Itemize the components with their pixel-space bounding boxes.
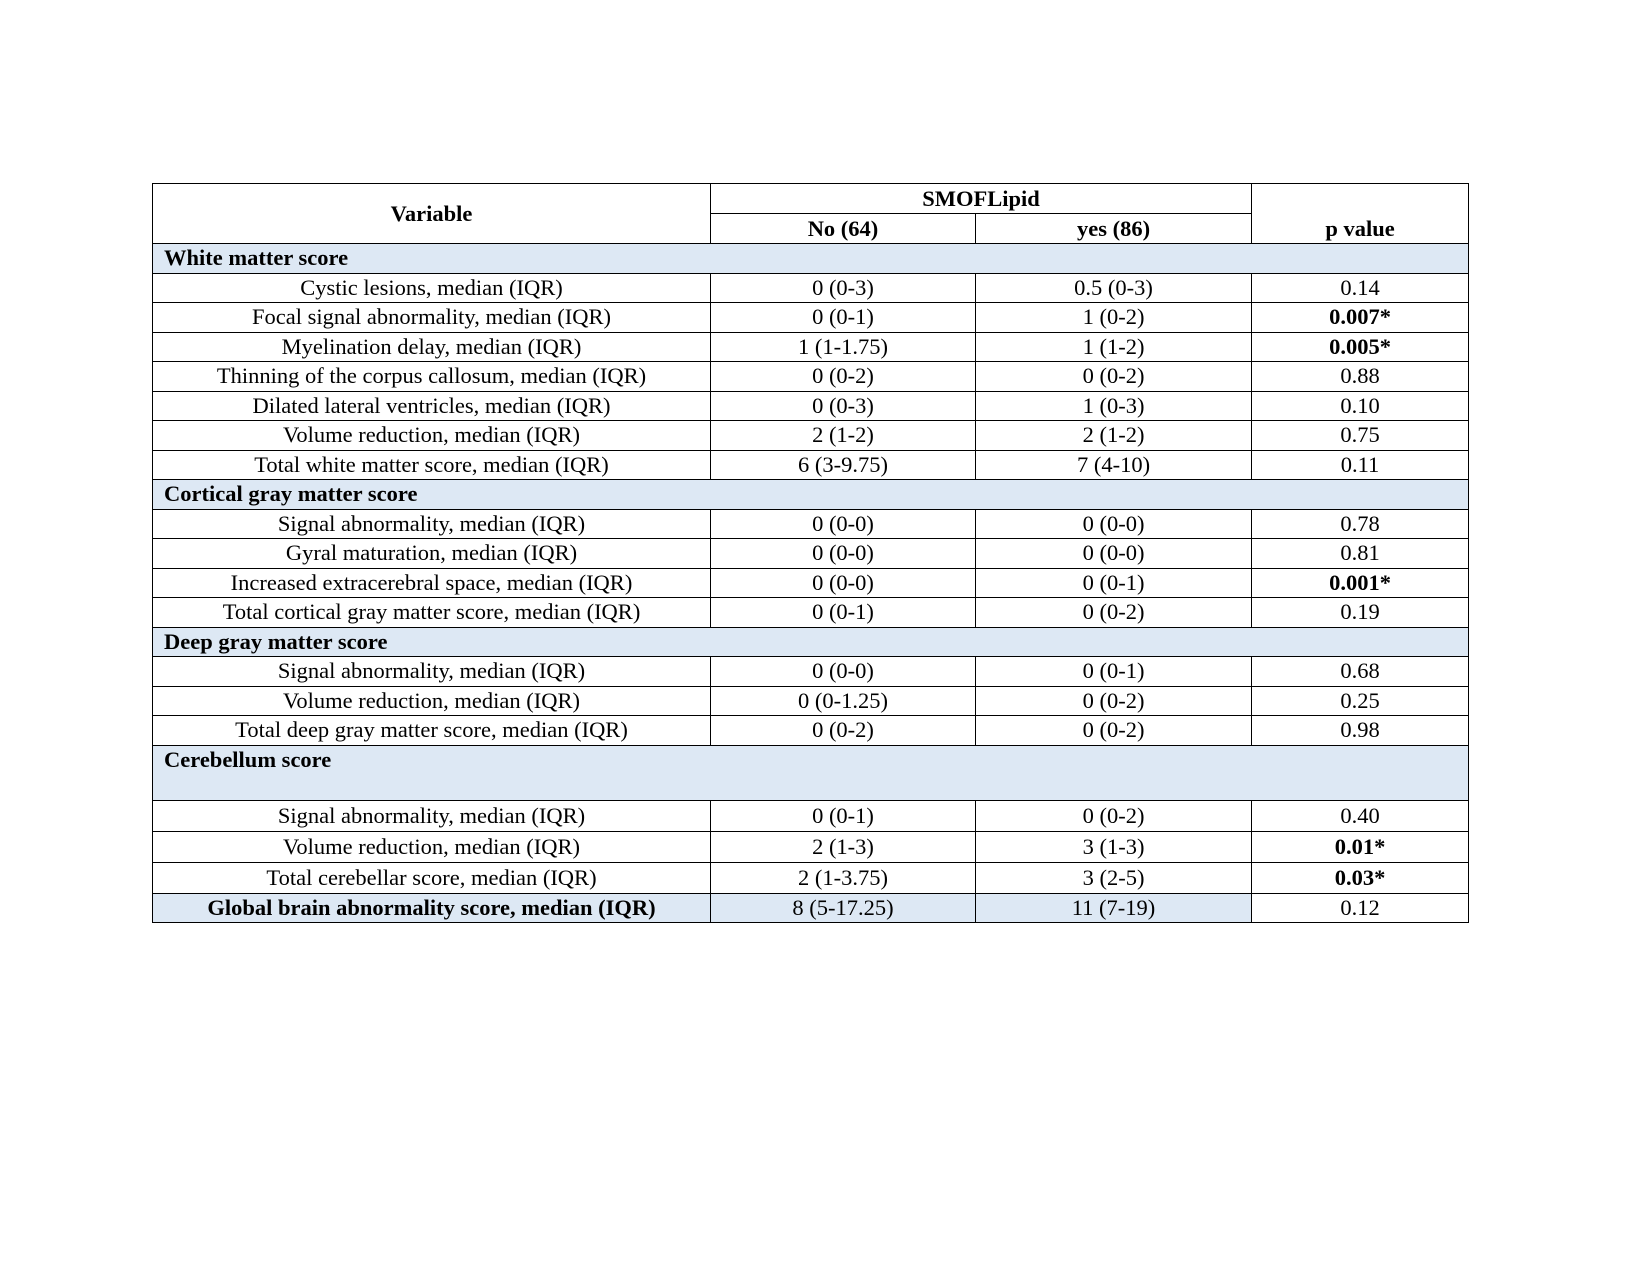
cell-yes: 0.5 (0-3)	[976, 273, 1252, 303]
cell-yes: 0 (0-2)	[976, 362, 1252, 392]
cell-yes: 0 (0-2)	[976, 598, 1252, 628]
cell-variable: Total deep gray matter score, median (IQR)	[153, 716, 711, 746]
cell-variable: Thinning of the corpus callosum, median (IQR)	[153, 362, 711, 392]
cell-p-value: 0.001*	[1252, 568, 1469, 598]
cell-p-value: 0.88	[1252, 362, 1469, 392]
cell-no: 0 (0-0)	[711, 509, 976, 539]
cell-p-value: 0.10	[1252, 391, 1469, 421]
cell-yes: 7 (4-10)	[976, 450, 1252, 480]
cell-yes: 1 (0-3)	[976, 391, 1252, 421]
section-title: White matter score	[153, 244, 1469, 274]
cell-p-value: 0.40	[1252, 800, 1469, 831]
header-variable: Variable	[153, 184, 711, 244]
cell-no: 0 (0-0)	[711, 568, 976, 598]
cell-variable: Gyral maturation, median (IQR)	[153, 539, 711, 569]
table-row	[153, 450, 1469, 480]
cell-p-value: 0.98	[1252, 716, 1469, 746]
cell-yes: 0 (0-0)	[976, 539, 1252, 569]
cell-p-value: 0.01*	[1252, 831, 1469, 862]
cell-p-value: 0.12	[1252, 893, 1469, 923]
table-row	[153, 303, 1469, 333]
cell-no: 0 (0-0)	[711, 539, 976, 569]
section-row	[153, 480, 1469, 510]
cell-yes: 3 (2-5)	[976, 862, 1252, 893]
header-p-value: p value	[1252, 184, 1469, 244]
cell-variable: Total cortical gray matter score, median (IQR)	[153, 598, 711, 628]
cell-variable: Volume reduction, median (IQR)	[153, 421, 711, 451]
cell-variable: Dilated lateral ventricles, median (IQR)	[153, 391, 711, 421]
table-row	[153, 716, 1469, 746]
cell-variable: Signal abnormality, median (IQR)	[153, 657, 711, 687]
cell-variable: Total cerebellar score, median (IQR)	[153, 862, 711, 893]
cell-yes: 2 (1-2)	[976, 421, 1252, 451]
cell-no: 0 (0-1.25)	[711, 686, 976, 716]
section-row	[153, 627, 1469, 657]
table-row	[153, 273, 1469, 303]
cell-p-value: 0.007*	[1252, 303, 1469, 333]
table-row	[153, 686, 1469, 716]
cell-p-value: 0.03*	[1252, 862, 1469, 893]
cell-no: 6 (3-9.75)	[711, 450, 976, 480]
cell-p-value: 0.75	[1252, 421, 1469, 451]
section-title: Cerebellum score	[153, 745, 1469, 800]
cell-p-value: 0.78	[1252, 509, 1469, 539]
cell-no: 0 (0-3)	[711, 391, 976, 421]
table-row	[153, 568, 1469, 598]
cell-yes: 0 (0-0)	[976, 509, 1252, 539]
header-no: No (64)	[711, 214, 976, 244]
cell-variable: Total white matter score, median (IQR)	[153, 450, 711, 480]
cell-yes: 0 (0-2)	[976, 686, 1252, 716]
cell-variable: Signal abnormality, median (IQR)	[153, 800, 711, 831]
cell-no: 0 (0-0)	[711, 657, 976, 687]
section-title: Deep gray matter score	[153, 627, 1469, 657]
table-body	[153, 244, 1469, 923]
cell-no: 2 (1-3)	[711, 831, 976, 862]
cell-p-value: 0.19	[1252, 598, 1469, 628]
cell-variable: Volume reduction, median (IQR)	[153, 686, 711, 716]
cell-variable: Volume reduction, median (IQR)	[153, 831, 711, 862]
table-row	[153, 862, 1469, 893]
cell-p-value: 0.14	[1252, 273, 1469, 303]
cell-yes: 11 (7-19)	[976, 893, 1252, 923]
results-table	[152, 183, 1469, 923]
section-row	[153, 745, 1469, 800]
table-row	[153, 332, 1469, 362]
header-yes: yes (86)	[976, 214, 1252, 244]
cell-yes: 0 (0-2)	[976, 800, 1252, 831]
table-row	[153, 421, 1469, 451]
cell-no: 0 (0-2)	[711, 716, 976, 746]
cell-variable: Cystic lesions, median (IQR)	[153, 273, 711, 303]
table-row	[153, 539, 1469, 569]
section-row	[153, 244, 1469, 274]
cell-variable: Global brain abnormality score, median (IQR)	[153, 893, 711, 923]
table-row	[153, 831, 1469, 862]
section-title: Cortical gray matter score	[153, 480, 1469, 510]
cell-yes: 0 (0-1)	[976, 568, 1252, 598]
cell-no: 0 (0-1)	[711, 598, 976, 628]
cell-yes: 1 (0-2)	[976, 303, 1252, 333]
cell-yes: 0 (0-1)	[976, 657, 1252, 687]
cell-yes: 0 (0-2)	[976, 716, 1252, 746]
cell-no: 0 (0-1)	[711, 800, 976, 831]
cell-p-value: 0.005*	[1252, 332, 1469, 362]
cell-no: 0 (0-3)	[711, 273, 976, 303]
cell-no: 2 (1-2)	[711, 421, 976, 451]
global-score-row	[153, 893, 1469, 923]
cell-variable: Increased extracerebral space, median (IQR)	[153, 568, 711, 598]
table-row	[153, 657, 1469, 687]
cell-p-value: 0.11	[1252, 450, 1469, 480]
header-group-smoflipid: SMOFLipid	[711, 184, 1252, 214]
cell-no: 0 (0-1)	[711, 303, 976, 333]
cell-yes: 3 (1-3)	[976, 831, 1252, 862]
cell-variable: Myelination delay, median (IQR)	[153, 332, 711, 362]
cell-yes: 1 (1-2)	[976, 332, 1252, 362]
cell-no: 0 (0-2)	[711, 362, 976, 392]
cell-no: 8 (5-17.25)	[711, 893, 976, 923]
table-row	[153, 598, 1469, 628]
cell-p-value: 0.81	[1252, 539, 1469, 569]
cell-no: 1 (1-1.75)	[711, 332, 976, 362]
cell-variable: Focal signal abnormality, median (IQR)	[153, 303, 711, 333]
table-row	[153, 509, 1469, 539]
cell-p-value: 0.25	[1252, 686, 1469, 716]
table-row	[153, 800, 1469, 831]
cell-p-value: 0.68	[1252, 657, 1469, 687]
table-row	[153, 362, 1469, 392]
cell-variable: Signal abnormality, median (IQR)	[153, 509, 711, 539]
table-row	[153, 391, 1469, 421]
cell-no: 2 (1-3.75)	[711, 862, 976, 893]
